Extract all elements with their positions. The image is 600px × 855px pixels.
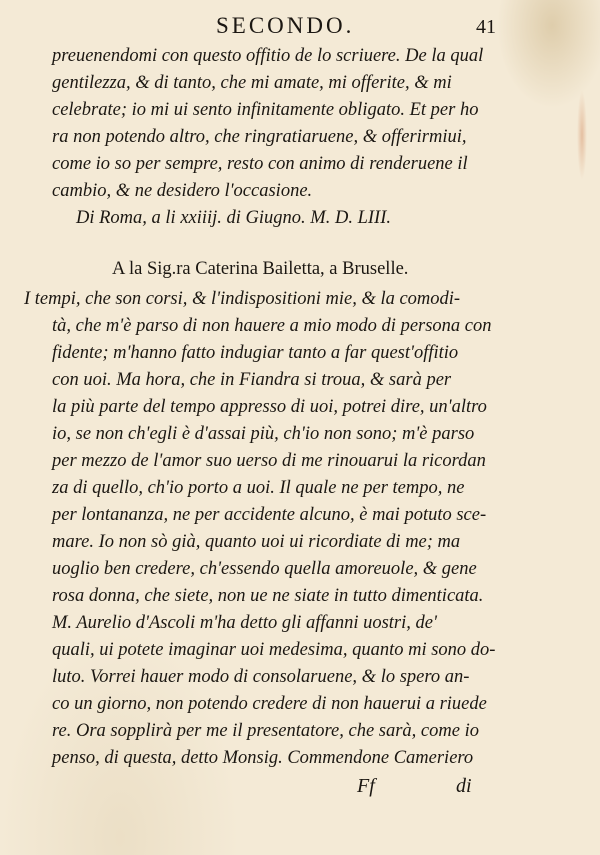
text-line: tà, che m'è parso di non hauere a mio modo di persona con — [52, 316, 492, 336]
text-line: fidente; m'hanno fatto indugiar tanto a far quest'offitio — [52, 343, 459, 363]
dateline: Di Roma, a li xxiiij. di Giugno. M. D. LIII. — [76, 208, 391, 228]
page-number: 41 — [476, 16, 496, 38]
text-line: penso, di questa, detto Monsig. Commendone Cameriero — [52, 748, 474, 768]
text-line: la più parte del tempo appresso di uoi, potrei dire, un'altro — [52, 397, 487, 417]
running-head: SECONDO. — [216, 13, 355, 38]
text-line: con uoi. Ma hora, che in Fiandra si troua, & sarà per — [52, 370, 452, 390]
text-line: co un giorno, non potendo credere di non hauerui a riuede — [52, 694, 487, 714]
text-line: ra non potendo altro, che ringratiaruene, & offerirmiui, — [52, 127, 467, 147]
text-line: uoglio ben credere, ch'essendo quella amoreuole, & gene — [52, 559, 477, 579]
signature-mark: Ff — [357, 775, 375, 797]
text-line: preuenendomi con questo offitio de lo scriuere. De la qual — [52, 46, 484, 66]
ink-stain — [577, 90, 587, 180]
text-line: quali, ui potete imaginar uoi medesima, quanto mi sono do- — [52, 640, 496, 660]
text-line-first: I tempi, che son corsi, & l'indispositioni mie, & la comodi- — [24, 289, 461, 309]
text-line: cambio, & ne desidero l'occasione. — [52, 181, 313, 201]
text-line: M. Aurelio d'Ascoli m'ha detto gli affanni uostri, de' — [52, 613, 437, 633]
catchword: di — [456, 775, 472, 797]
text-line: celebrate; io mi ui sento infinitamente obligato. Et per ho — [52, 100, 479, 120]
text-line: io, se non ch'egli è d'assai più, ch'io non sono; m'è parso — [52, 424, 475, 444]
text-line: gentilezza, & di tanto, che mi amate, mi offerite, & mi — [52, 73, 452, 93]
text-line: per mezzo de l'amor suo uerso di me rinouarui la ricordan — [52, 451, 486, 471]
text-line: za di quello, ch'io porto a uoi. Il quale ne per tempo, ne — [52, 478, 465, 498]
text-line: come io so per sempre, resto con animo di renderuene il — [52, 154, 468, 174]
text-line: luto. Vorrei hauer modo di consolaruene, & lo spero an- — [52, 667, 470, 687]
text-line: rosa donna, che siete, non ue ne siate in tutto dimenticata. — [52, 586, 484, 606]
text-line: mare. Io non sò già, quanto uoi ui ricordiate di me; ma — [52, 532, 461, 552]
text-line: re. Ora sopplirà per me il presentatore, che sarà, come io — [52, 721, 479, 741]
text-line: per lontananza, ne per accidente alcuno, è mai potuto sce- — [52, 505, 487, 525]
letter-salutation: A la Sig.ra Caterina Bailetta, a Bruselle. — [112, 259, 409, 279]
